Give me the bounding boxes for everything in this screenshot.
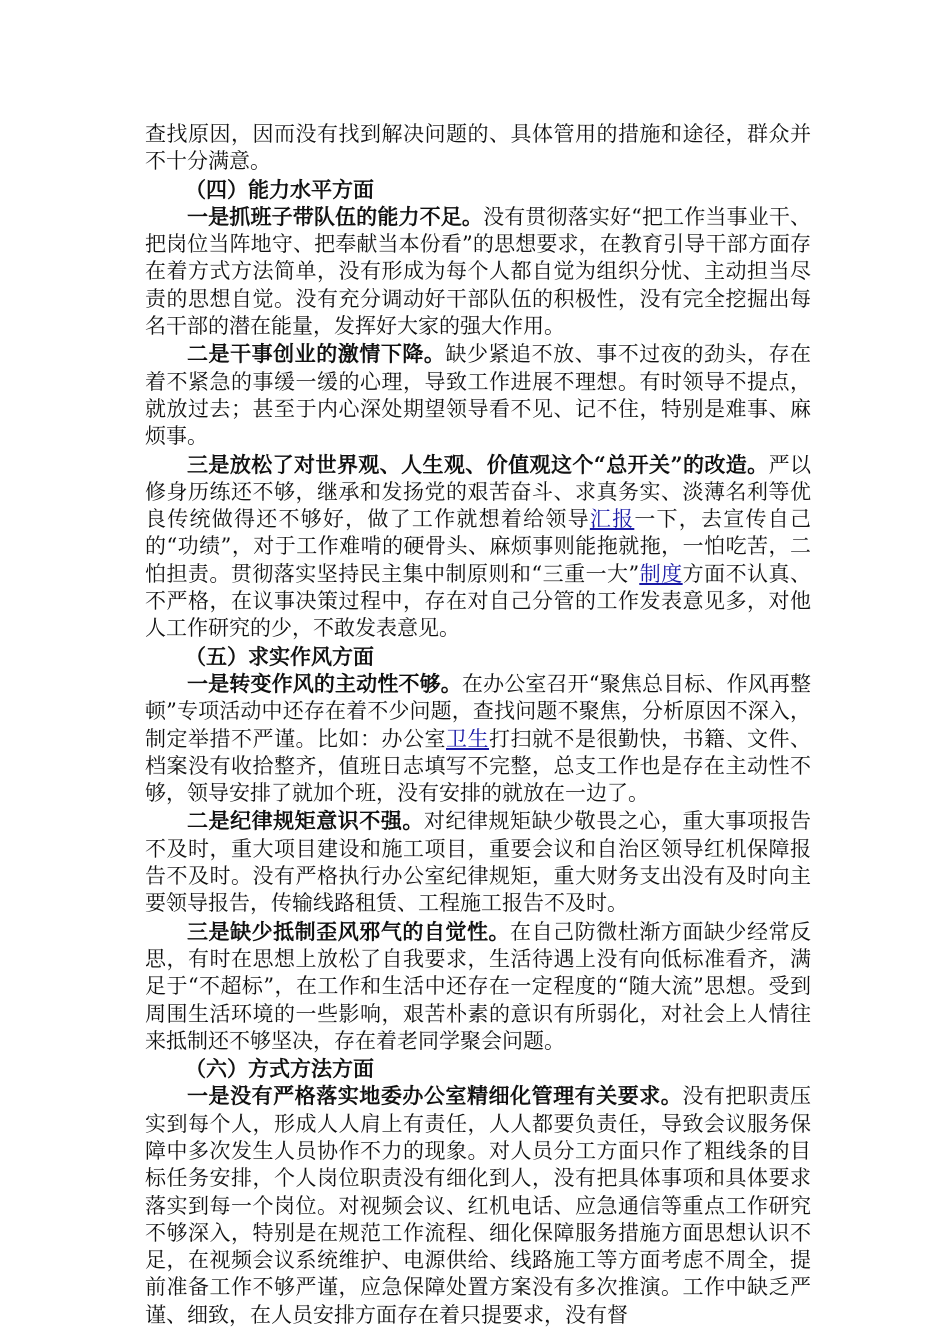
link-huibao[interactable]: 汇报 xyxy=(589,507,635,532)
link-weisheng[interactable]: 卫生 xyxy=(446,726,489,751)
paragraph-text: 查找原因，因而没有找到解决问题的、具体管用的措施和途径，群众并不十分满意。 xyxy=(145,122,811,174)
paragraph xyxy=(145,807,811,917)
paragraph-lead: 三是放松了对世界观、人生观、价值观这个“总开关”的改造。 xyxy=(187,451,769,477)
document-body xyxy=(145,121,811,1329)
paragraph-text: 在自己防微杜渐方面缺少经常反思，有时在思想上放松了自我要求，生活待遇上没有向低标准看齐，满足于“不超标”，在工作和生活中还存在一定程度的“随大流”思想。受到周围生活环境的一些影响，艰苦朴素的意识有所弱化，对社会上人情往来抵制还不够坚决，存在着老同学聚会问题。 xyxy=(145,919,812,1053)
section-heading-6: （六）方式方法方面 xyxy=(185,1056,374,1082)
paragraph-text: 没有把职责压实到每个人，形成人人肩上有责任，人人都要负责任，导致会议服务保障中多次发生人员协作不力的现象。对人员分工方面只作了粗线条的目标任务安排，个人岗位职责没有细化到人，没有把具体事项和具体要求落实到每一个岗位。对视频会议、红机电话、应急通信等重点工作研究不够深入，特别是在规范工作流程、细化保障服务措施方面思想认识不足，在视频会议系统维护、电源供给、线路施工等方面考虑不周全，提前准备工作不够严谨，应急保障处置方案没有多次推演。工作中缺乏严谨、细致，在人员安排方面存在着只提要求，没有督 xyxy=(145,1084,812,1327)
paragraph-continuation xyxy=(145,121,811,176)
paragraph-text: 在办公室召开“聚焦总目标、作风再整顿”专项活动中还存在着不少问题，查找问题不聚焦，分析原因不深入，制定举措不严谨。比如：办公室 xyxy=(145,671,812,751)
paragraph-lead: 一是抓班子带队伍的能力不足。 xyxy=(187,203,484,229)
paragraph-lead: 一是转变作风的主动性不够。 xyxy=(187,670,462,696)
paragraph-text: 没有贯彻落实好“把工作当事业干、把岗位当阵地守、把奉献当本份看”的思想要求，在教育引导干部方面存在着方式方法简单，没有形成为每个人都自觉为组织分忧、主动担当尽责的思想自觉。没有充分调动好干部队伍的积极性，没有完全挖掘出每名干部的潜在能量，发挥好大家的强大作用。 xyxy=(145,204,811,339)
link-zhidu[interactable]: 制度 xyxy=(639,561,683,586)
section-heading-5: （五）求实作风方面 xyxy=(185,643,374,669)
paragraph-text: 对纪律规矩缺少敬畏之心，重大事项报告不及时，重大项目建设和施工项目，重要会议和自治区领导红机保障报告不及时。没有严格执行办公室纪律规矩，重大财务支出没有及时向主要领导报告，传输线路租赁、工程施工报告不及时。 xyxy=(145,809,812,916)
paragraph xyxy=(145,203,811,340)
paragraph-lead: 一是没有严格落实地委办公室精细化管理有关要求。 xyxy=(187,1083,683,1109)
paragraph xyxy=(145,340,811,450)
paragraph-text: 一下，去宣传自己的“功绩”，对于工作难啃的硬骨头、麻烦事则能拖就拖，一怕吃苦，二怕担责。贯彻落实坚持民主集中制原则和“三重一大” xyxy=(145,507,812,586)
paragraph xyxy=(145,918,811,1055)
paragraph-lead: 二是纪律规矩意识不强。 xyxy=(187,808,424,834)
paragraph xyxy=(145,670,811,807)
paragraph-lead: 三是缺少抵制歪风邪气的自觉性。 xyxy=(187,918,511,944)
paragraph-text: 严以修身历练还不够，继承和发扬党的艰苦奋斗、求真务实、淡薄名利等优良传统做得还不够好，做了工作就想着给领导 xyxy=(145,452,812,532)
paragraph-text: 缺少紧追不放、事不过夜的劲头，存在着不紧急的事缓一缓的心理，导致工作进展不理想。有时领导不提点，就放过去；甚至于内心深处期望领导看不见、记不住，特别是难事、麻烦事。 xyxy=(145,342,812,449)
paragraph xyxy=(145,451,811,643)
section-heading-4: （四）能力水平方面 xyxy=(185,176,374,202)
paragraph-text: 方面不认真、不严格，在议事决策过程中，存在对自己分管的工作发表意见多，对他人工作研究的少，不敢发表意见。 xyxy=(145,561,811,641)
paragraph-text: 打扫就不是很勤快，书籍、文件、档案没有收拾整齐，值班日志填写不完整，总支工作也是存在主动性不够，领导安排了就加个班，没有安排的就放在一边了。 xyxy=(145,726,811,806)
paragraph-lead: 二是干事创业的激情下降。 xyxy=(187,341,446,367)
paragraph xyxy=(145,1082,811,1329)
